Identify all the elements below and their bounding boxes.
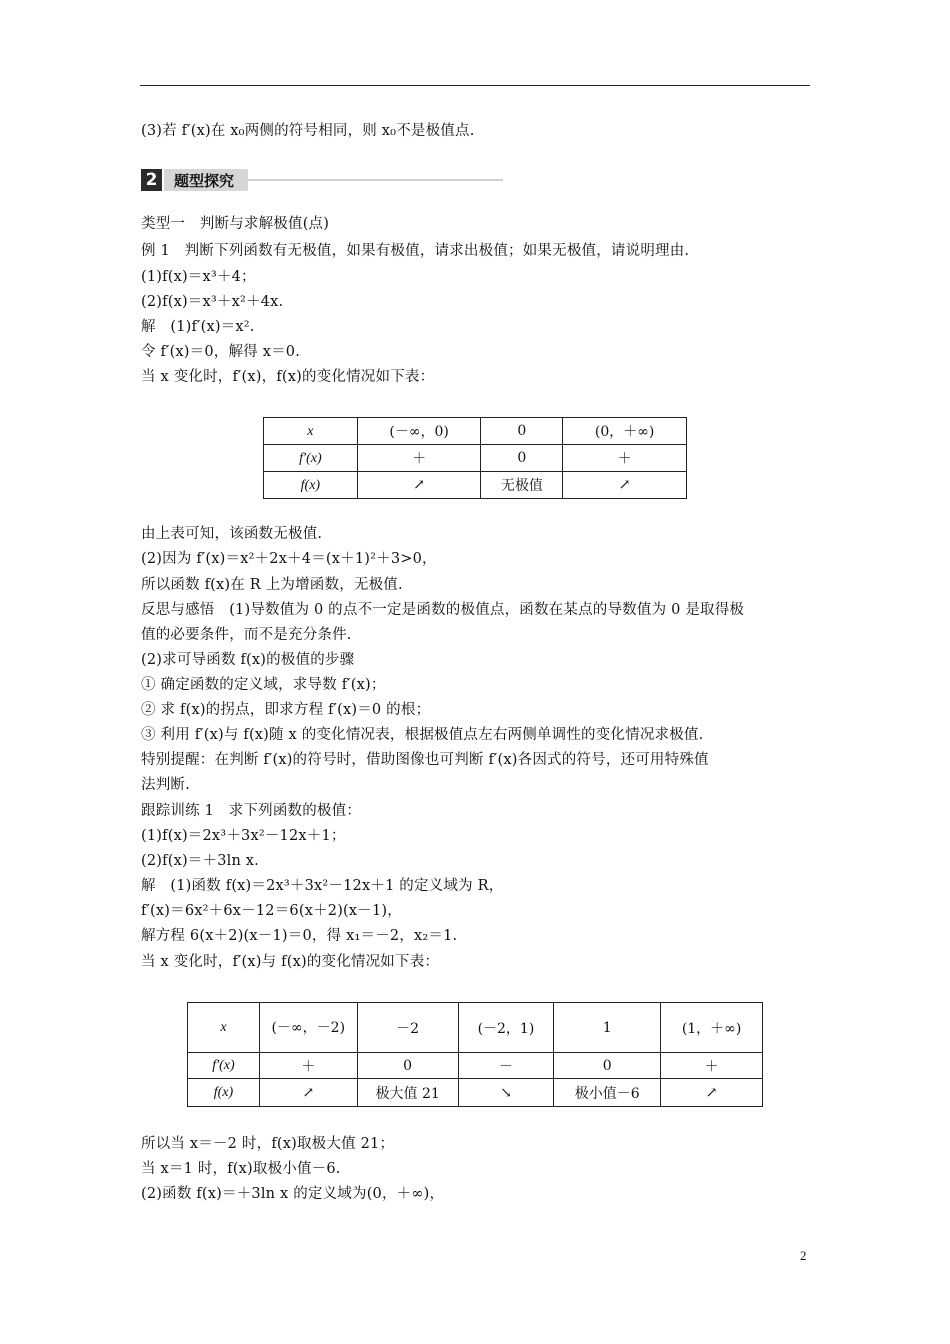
section-number: 2 xyxy=(141,169,162,191)
example-question-1: (1)f(x)＝x³＋4； xyxy=(141,269,256,285)
table-cell: (0，＋∞) xyxy=(563,418,687,445)
reflection-text: (2)求可导函数 f(x)的极值的步骤 xyxy=(141,652,355,668)
tip-text: 特别提醒：在判断 f′(x)的符号时，借助图像也可判断 f′(x)各因式的符号，还可用特殊值 xyxy=(141,752,709,768)
step-item: ② 求 f(x)的拐点，即求方程 f′(x)＝0 的根； xyxy=(141,702,431,718)
solution-line: 解 (1)f′(x)＝x². xyxy=(141,319,255,335)
section-rule xyxy=(248,179,503,181)
table-cell: －2 xyxy=(357,1003,458,1053)
type-heading: 类型一 判断与求解极值(点) xyxy=(141,216,330,232)
table-cell: (－2，1) xyxy=(458,1003,554,1053)
table-cell: f′(x) xyxy=(264,445,358,472)
table-row xyxy=(188,1079,763,1107)
table-cell: ＋ xyxy=(259,1053,357,1079)
example-stem: 例 1 判断下列函数有无极值，如果有极值，请求出极值；如果无极值，请说明理由. xyxy=(141,243,690,259)
table-cell: ↗ xyxy=(357,472,481,499)
text-line: 所以当 x＝－2 时，f(x)取极大值 21； xyxy=(141,1136,395,1152)
table-row xyxy=(264,418,687,445)
solution-line: f′(x)＝6x²＋6x－12＝6(x＋2)(x－1)， xyxy=(141,903,402,919)
header-rule xyxy=(140,85,810,86)
solution-line: 令 f′(x)＝0，解得 x＝0. xyxy=(141,344,301,360)
tip-text: 法判断. xyxy=(141,777,190,793)
table-cell: 1 xyxy=(554,1003,661,1053)
solution-line: 解方程 6(x＋2)(x－1)＝0，得 x₁＝－2，x₂＝1. xyxy=(141,928,458,944)
solution-line: 当 x 变化时，f′(x)，f(x)的变化情况如下表： xyxy=(141,369,435,385)
table-cell: ↗ xyxy=(259,1079,357,1107)
text-line: (2)函数 f(x)＝＋3ln x 的定义域为(0，＋∞)， xyxy=(141,1186,445,1202)
table-cell: f(x) xyxy=(188,1079,260,1107)
step-item: ① 确定函数的定义域，求导数 f′(x)； xyxy=(141,677,386,693)
table-cell: (－∞，0) xyxy=(357,418,481,445)
reflection-text: 值的必要条件，而不是充分条件. xyxy=(141,627,352,643)
page-number: 2 xyxy=(800,1248,807,1263)
practice-stem: 跟踪训练 1 求下列函数的极值： xyxy=(141,803,362,819)
table-row xyxy=(264,445,687,472)
table-row xyxy=(188,1053,763,1079)
table-cell: 0 xyxy=(357,1053,458,1079)
text-line: 由上表可知，该函数无极值. xyxy=(141,526,323,542)
solution-line: 解 (1)函数 f(x)＝2x³＋3x²－12x＋1 的定义域为 R， xyxy=(141,878,504,894)
example-question-2: (2)f(x)＝x³＋x²＋4x. xyxy=(141,294,284,310)
table-cell: ＋ xyxy=(661,1053,763,1079)
section-title: 题型探究 xyxy=(164,169,248,191)
table-cell: ＋ xyxy=(357,445,481,472)
text-line: (2)因为 f′(x)＝x²＋2x＋4＝(x＋1)²＋3>0， xyxy=(141,551,437,567)
table-cell: 0 xyxy=(481,418,563,445)
section-header xyxy=(141,168,503,192)
table-cell: x xyxy=(264,418,358,445)
practice-question-2: (2)f(x)＝＋3ln x. xyxy=(141,853,259,869)
table-row xyxy=(188,1003,763,1053)
table-cell: ↗ xyxy=(661,1079,763,1107)
table-row xyxy=(264,472,687,499)
text-line: 当 x＝1 时，f(x)取极小值－6. xyxy=(141,1161,341,1177)
text-line: (3)若 f′(x)在 x₀两侧的符号相同，则 x₀不是极值点. xyxy=(141,123,475,139)
table-cell: x xyxy=(188,1003,260,1053)
variation-table-2 xyxy=(187,1002,763,1107)
table-cell: 极大值 21 xyxy=(357,1079,458,1107)
text-line: 所以函数 f(x)在 R 上为增函数，无极值. xyxy=(141,577,403,593)
table-cell: 无极值 xyxy=(481,472,563,499)
table-cell: f(x) xyxy=(264,472,358,499)
step-item: ③ 利用 f′(x)与 f(x)随 x 的变化情况表，根据极值点左右两侧单调性的变化情况求极值. xyxy=(141,727,704,743)
solution-line: 当 x 变化时，f′(x)与 f(x)的变化情况如下表： xyxy=(141,954,440,970)
table-cell: (－∞，－2) xyxy=(259,1003,357,1053)
table-cell: ＋ xyxy=(563,445,687,472)
table-cell: ↘ xyxy=(458,1079,554,1107)
reflection-text: 反思与感悟 (1)导数值为 0 的点不一定是函数的极值点，函数在某点的导数值为 0 是取得极 xyxy=(141,602,745,618)
table-cell: ↗ xyxy=(563,472,687,499)
variation-table-1 xyxy=(263,417,687,499)
table-cell: 极小值－6 xyxy=(554,1079,661,1107)
table-cell: (1，＋∞) xyxy=(661,1003,763,1053)
table-cell: 0 xyxy=(554,1053,661,1079)
table-cell: f′(x) xyxy=(188,1053,260,1079)
table-cell: － xyxy=(458,1053,554,1079)
practice-question-1: (1)f(x)＝2x³＋3x²－12x＋1； xyxy=(141,828,346,844)
table-cell: 0 xyxy=(481,445,563,472)
